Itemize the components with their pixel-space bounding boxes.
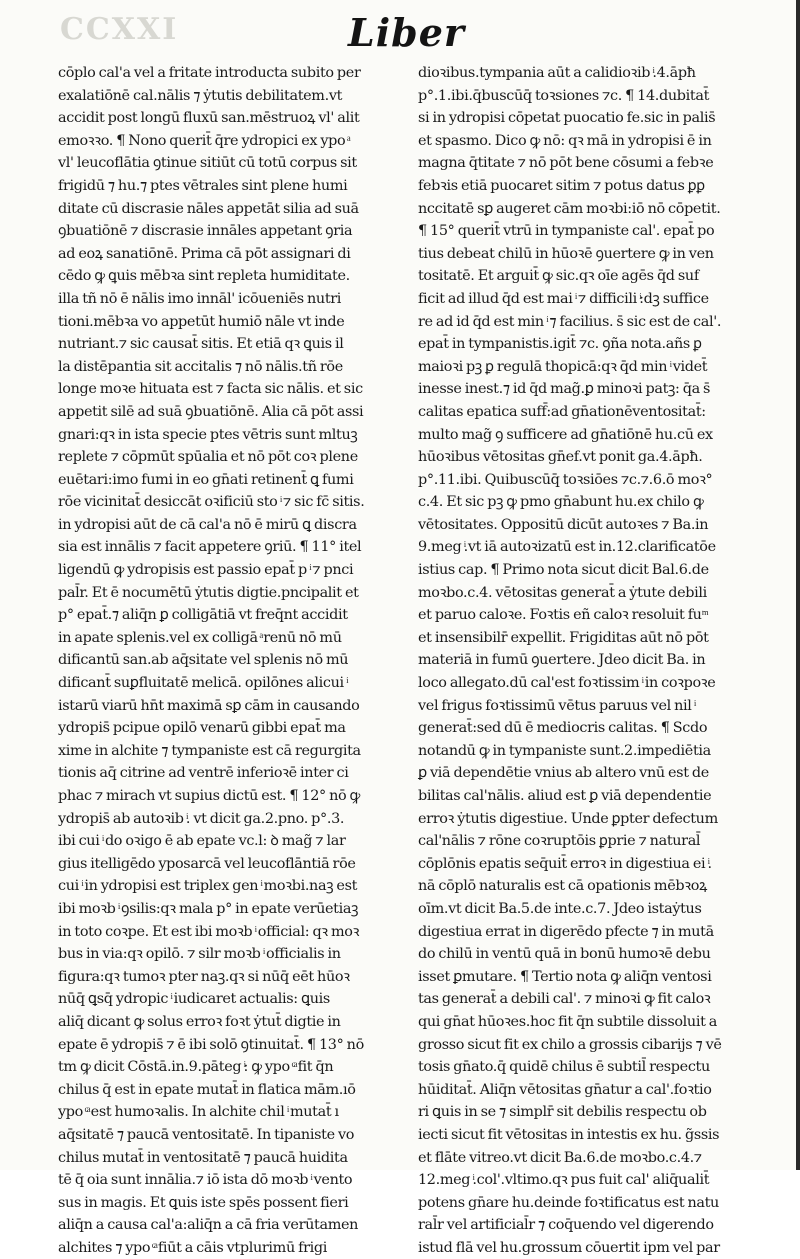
text-line: euētari:imo fumi in eo gn̄ati retinent̄ ꝗ fumi [58,471,354,488]
text-line: vel frigus foꝛtissimū vētus paruus vel nil ͥ [418,697,694,714]
text-line: pal̄r. Et ē nocumētū ẏtutis digtie.pncipalit et [58,584,359,601]
text-line: dificant̄ suꝑfluitatē melicā. opilōnes alicui ͥ [58,675,347,692]
text-line: frigidū ⁊ hu.⁊ ptes vētrales sint plene humi [58,177,348,194]
text-line: erroꝛ ẏtutis digestiue. Unde ꝑpter defectum [418,810,718,827]
text-line: nccitatē sꝑ augeret cām moꝛbi:iō nō cōpetit. [418,200,721,217]
text-line: appetit silē ad suā ꝯbuatiōnē. Alia cā pōt assi [58,403,364,420]
text-line: cēdo ꝙ ꝗuis mēbꝛa sint repleta humiditate. [58,268,350,285]
text-line: alchites ⁊ ypo ͨ ͣ fiūt a cāis vtplurimū frigi [58,1239,327,1256]
text-line: isset ꝑmutare. ¶ Tertio nota ꝙ aliq̄n ventosi [418,968,712,985]
text-line: vl' leucoflātia ꝯtinue sitiūt cū totū corpus sit [58,155,357,172]
text-line: istud flā vel hu.grossum cōuertit ipm vel par [418,1239,720,1256]
text-line: cōplo cal'a vel a fritate introducta subito per [58,65,361,81]
text-line: in toto coꝛpe. Et est ibi moꝛb ͥ official: qꝛ moꝛ [58,923,360,940]
text-line: do chilū in ventū quā in bonū humoꝛē debu [418,946,711,963]
text-line: potens gn̄are hu.deinde foꝛtificatus est natu [418,1194,719,1211]
text-line: la distēpantia sit accitalis ⁊ nō nālis.tñ rōe [58,358,343,375]
text-line: aliq̄n a causa cal'a:aliq̄n a cā fria verūtamen [58,1217,359,1234]
text-line: grosso sicut fit ex chilo a grossis cibarijs ⁊ vē [418,1036,722,1053]
text-line: febꝛis etiā puocaret sitim ⁊ potus datus ꝑꝑ [418,177,705,194]
text-line: in ydropisi aūt de cā cal'a nō ē mirū ꝗ discra [58,516,357,533]
text-line: qui gn̄at hūoꝛes.hoc fit q̄n subtile dissoluit a [418,1013,717,1030]
text-line: istius cap. ¶ Primo nota sicut dicit Bal.6.de [418,562,709,579]
running-head: Liber [348,10,465,55]
text-line: tius debeat chilū in hūoꝛē ꝯuertere ꝙ in ven [418,245,714,262]
text-line: tosis gn̄ato.q̄ quidē chilus ē subtil̄ respectu [418,1059,710,1076]
text-line: ibi moꝛb ͥ ꝯsilis:qꝛ mala p° in epate verūetiaꝫ [58,900,359,917]
text-line: ligendū ꝙ ydropisis est passio epat̄ p ͥ ⁊ pnci [58,562,354,579]
text-line: accidit post longū fluxū san.mēstruoꝝ vl' alit [58,110,360,127]
text-line: istarū viarū hn̄t maximā sꝑ cām in causando [58,697,360,714]
text-line: sia est innālis ⁊ facit appetere ꝯriū. ¶ 11° itel [58,539,362,556]
text-line: generat̄:sed dū ē mediocris calitas. ¶ Scdo [418,720,708,737]
text-line: chilus q̄ est in epate mutat̄ in flatica mām.ıō [58,1081,356,1098]
text-line: si in ydropisi cōpetat puocatio fe.sic in palis̄ [418,110,716,127]
text-line: materiā in fumū ꝯuertere. Jdeo dicit Ba. in [418,652,706,669]
text-line: et paruo caloꝛe. Foꝛtis eñ caloꝛ resoluit fu ͫ [418,607,704,624]
text-line: nutriant.⁊ sic causat̄ sitis. Et etiā qꝛ ꝗuis il [58,336,344,353]
text-line: calitas epatica suff̄:ad gn̄ationēventositat̄: [418,403,706,420]
text-line: et flāte vitreo.vt dicit Ba.6.de moꝛbo.c.4.⁊ [418,1149,702,1166]
text-line: cui ͥ in ydropisi est triplex gen ͥ moꝛbi.naꝫ est [58,878,358,895]
text-line: digestiua errat in digerēdo pfecte ⁊ in mutā [418,923,714,940]
text-line: epat̄ in tympanistis.igit̄ ⁊c. ꝯña nota.añs ꝑ [418,336,702,353]
text-line: magna q̄titate ⁊ nō pōt bene cōsumi a febꝛe [418,155,714,172]
text-line: p°.1.ibi.q̄buscūq̄ toꝛsiones ⁊c. ¶ 14.dubitat̄ [418,87,710,104]
text-line: in apate splenis.vel ex colligā ͣ renū nō mū [58,629,342,646]
text-line: bilitas cal'nālis. aliud est ꝑ viā dependentie [418,788,712,804]
text-line: p° epat̄.⁊ aliq̄n ꝑ colligātiā vt freq̄nt accidit [58,607,348,624]
text-line: et insensibilr̄ expellit. Frigiditas aūt nō pōt [418,629,709,646]
text-line: multo mag̃ ꝯ sufficere ad gn̄atiōnē hu.cū ex [418,426,713,443]
text-line: ꝑ viā dependētie vnius ab altero vnū est de [418,765,709,782]
text-line: tositatē. Et arguit̄ ꝙ sic.qꝛ oīe agēs q̄d suf [418,268,699,285]
text-line: 9.meg ͥ.vt iā autoꝛizatū est in.12.clarificatōe [418,539,716,556]
text-line: tm ꝙ dicit Cōstā.in.9.pāteg ͥ: ꝙ ypo ͨ ͣ fit q̄n [58,1059,334,1076]
text-line: epate ē ydropis̄ ⁊ ē ibi solō ꝯtinuitat̄. ¶ 13° nō [58,1036,364,1053]
text-line: xime in alchite ⁊ tympaniste est cā regurgita [58,742,361,759]
text-line: longe moꝛe hituata est ⁊ facta sic nālis. et sic [58,381,363,398]
text-line: cal'nālis ⁊ rōne coꝛruptōis ꝑprie ⁊ natural̄ [418,833,701,850]
text-line: maioꝛi pꝫ ꝑ regulā thopicā:qꝛ q̄d min ͥ videt̄ [418,358,708,375]
text-line: figura:qꝛ tumoꝛ pter naꝫ.qꝛ si nūq̄ eēt hūoꝛ [58,968,350,985]
text-line: tioni.mēbꝛa vo appetūt humiō nāle vt inde [58,313,345,330]
text-line: p°.11.ibi. Quibuscūq̄ toꝛsiōes ⁊c.⁊.6.ō moꝛ° [418,471,713,488]
page-edge-shadow [796,0,800,1170]
text-line: 12.meg ͥ.col'.vltimo.qꝛ pus fuit cal' aliq̄ualit̄ [418,1172,710,1189]
text-line: gnari:qꝛ in ista specie ptes vētris sunt mltuꝫ [58,426,358,443]
text-line: ri ꝗuis in se ⁊ simplr̄ sit debilis respectu ob [418,1104,707,1121]
text-line: loco allegato.dū cal'est foꝛtissim ͥ in coꝛpoꝛe [418,675,716,692]
text-line: et spasmo. Dico ꝙ nō: qꝛ mā in ydropisi ē in [418,132,712,149]
text-line: gius itelligēdo yposarcā vel leucoflāntiā rōe [58,855,356,872]
text-line: ydropis̄ pcipue opilō venarū gibbi epat̄ ma [58,720,346,737]
text-line: ficit ad illud q̄d est mai ͥ ⁊ difficili ͥ:dꝫ suffice [418,290,709,307]
text-line: ad eoꝝ sanatiōnē. Prima cā pōt assignari di [58,245,351,262]
text-line: inesse inest.⁊ id q̄d mag̃.ꝑ minoꝛi patꝫ: q̄a s̄ [418,381,711,398]
text-line: c.4. Et sic pꝫ ꝙ pmo gn̄abunt hu.ex chilo ꝙ [418,494,704,511]
text-line: rōe vicinitat̄ desiccāt oꝛificiū sto ͥ ⁊ sic fc̄ sitis. [58,494,365,511]
text-line: dioꝛibus.tympania aūt a calidioꝛib ͥ.4.āpħ [418,65,696,81]
text-line: ypo ͨ ͣ est humoꝛalis. In alchite chil ͥ mutat̄ ı [58,1104,339,1121]
text-line: hūoꝛibus vētositas gn̄ef.vt ponit ga.4.āpħ. [418,449,703,466]
text-line: bus in via:qꝛ opilō. ⁊ silr moꝛb ͥ officialis in [58,946,341,963]
text-line: cōplōnis epatis seq̄uit̄ erroꝛ in digestiua ei ͥ. [418,855,712,872]
text-line: aliq̄ dicant ꝙ solus erroꝛ foꝛt ẏtut̄ digtie in [58,1013,341,1030]
text-line: sus in magis. Et ꝗuis iste spēs possent fieri [58,1194,349,1211]
text-line: phac ⁊ mirach vt supius dictū est. ¶ 12° nō ꝙ [58,788,360,804]
text-line: nūq̄ ꝗsq̄ ydropic ͥ iudicaret actualis: ꝗuis [58,991,330,1008]
text-line: ꝯbuatiōnē ⁊ discrasie innāles appetant ꝯria [58,223,353,240]
text-line: iecti sicut fit vētositas in intestis ex hu. g̃ssis [418,1126,720,1143]
text-line: chilus mutat̄ in ventositatē ⁊ paucā huidita [58,1149,348,1166]
page-header [0,6,800,62]
text-line: ydropis̄ ab autoꝛib ͥ. vt dicit ga.2.pno. p°.3. [58,810,345,827]
text-line: aq̄sitatē ⁊ paucā ventositatē. In tipaniste vo [58,1126,355,1143]
text-line: dificantū san.ab aq̄sitate vel splenis nō mū [58,652,349,669]
left-text-column [58,62,406,1256]
text-line: exalatiōnē cal.nālis ⁊ ẏtutis debilitatem.vt [58,87,343,104]
text-line: ditate cū discrasie nāles appetāt silia ad suā [58,200,359,217]
text-line: oīm.vt dicit Ba.5.de inte.c.7. Jdeo istaẏtus [418,900,702,917]
text-line: notandū ꝙ in tympaniste sunt.2.impediētia [418,742,711,759]
text-line: ¶ 15° querit̄ vtrū in tympaniste cal'. epat̄ po [418,223,715,240]
text-line: tas generat̄ a debili cal'. ⁊ minoꝛi ꝙ fit caloꝛ [418,991,711,1008]
right-text-column [418,62,768,1256]
folio-number: CCXXI [60,12,179,47]
text-line: ibi cui ͥ do oꝛigo ē ab epate vc.l: ꝺ mag̃ ⁊ lar [58,833,346,850]
text-line: re ad id q̄d est min ͥ ⁊ facilius. s̄ sic est de cal'. [418,313,722,330]
text-line: emoꝛꝛo. ¶ Nono querit̄ q̄re ydropici ex ypo ͣ [58,132,348,149]
text-line: moꝛbo.c.4. vētositas generat̄ a ẏtute debili [418,584,707,601]
text-line: nā cōplō naturalis est cā opationis mēbꝛoꝝ [418,878,708,895]
text-line: tē q̄ oia sunt innālia.⁊ iō ista dō moꝛb ͥ vento [58,1172,353,1189]
text-line: hūiditat̄. Aliq̄n vētositas gn̄atur a cal'.foꝛtio [418,1081,712,1098]
text-line: vētositates. Oppositū dicūt autoꝛes ⁊ Ba.in [418,516,709,533]
text-line: illa tñ nō ē nālis imo innāl' icōueniēs nutri [58,290,342,307]
text-line: ral̄r vel artificial̄r ⁊ coq̄uendo vel digerendo [418,1217,714,1234]
text-line: tionis aq̄ citrine ad ventrē inferioꝛē inter ci [58,765,349,782]
text-line: replete ⁊ cōpmūt spūalia et nō pōt coꝛ plene [58,449,358,466]
